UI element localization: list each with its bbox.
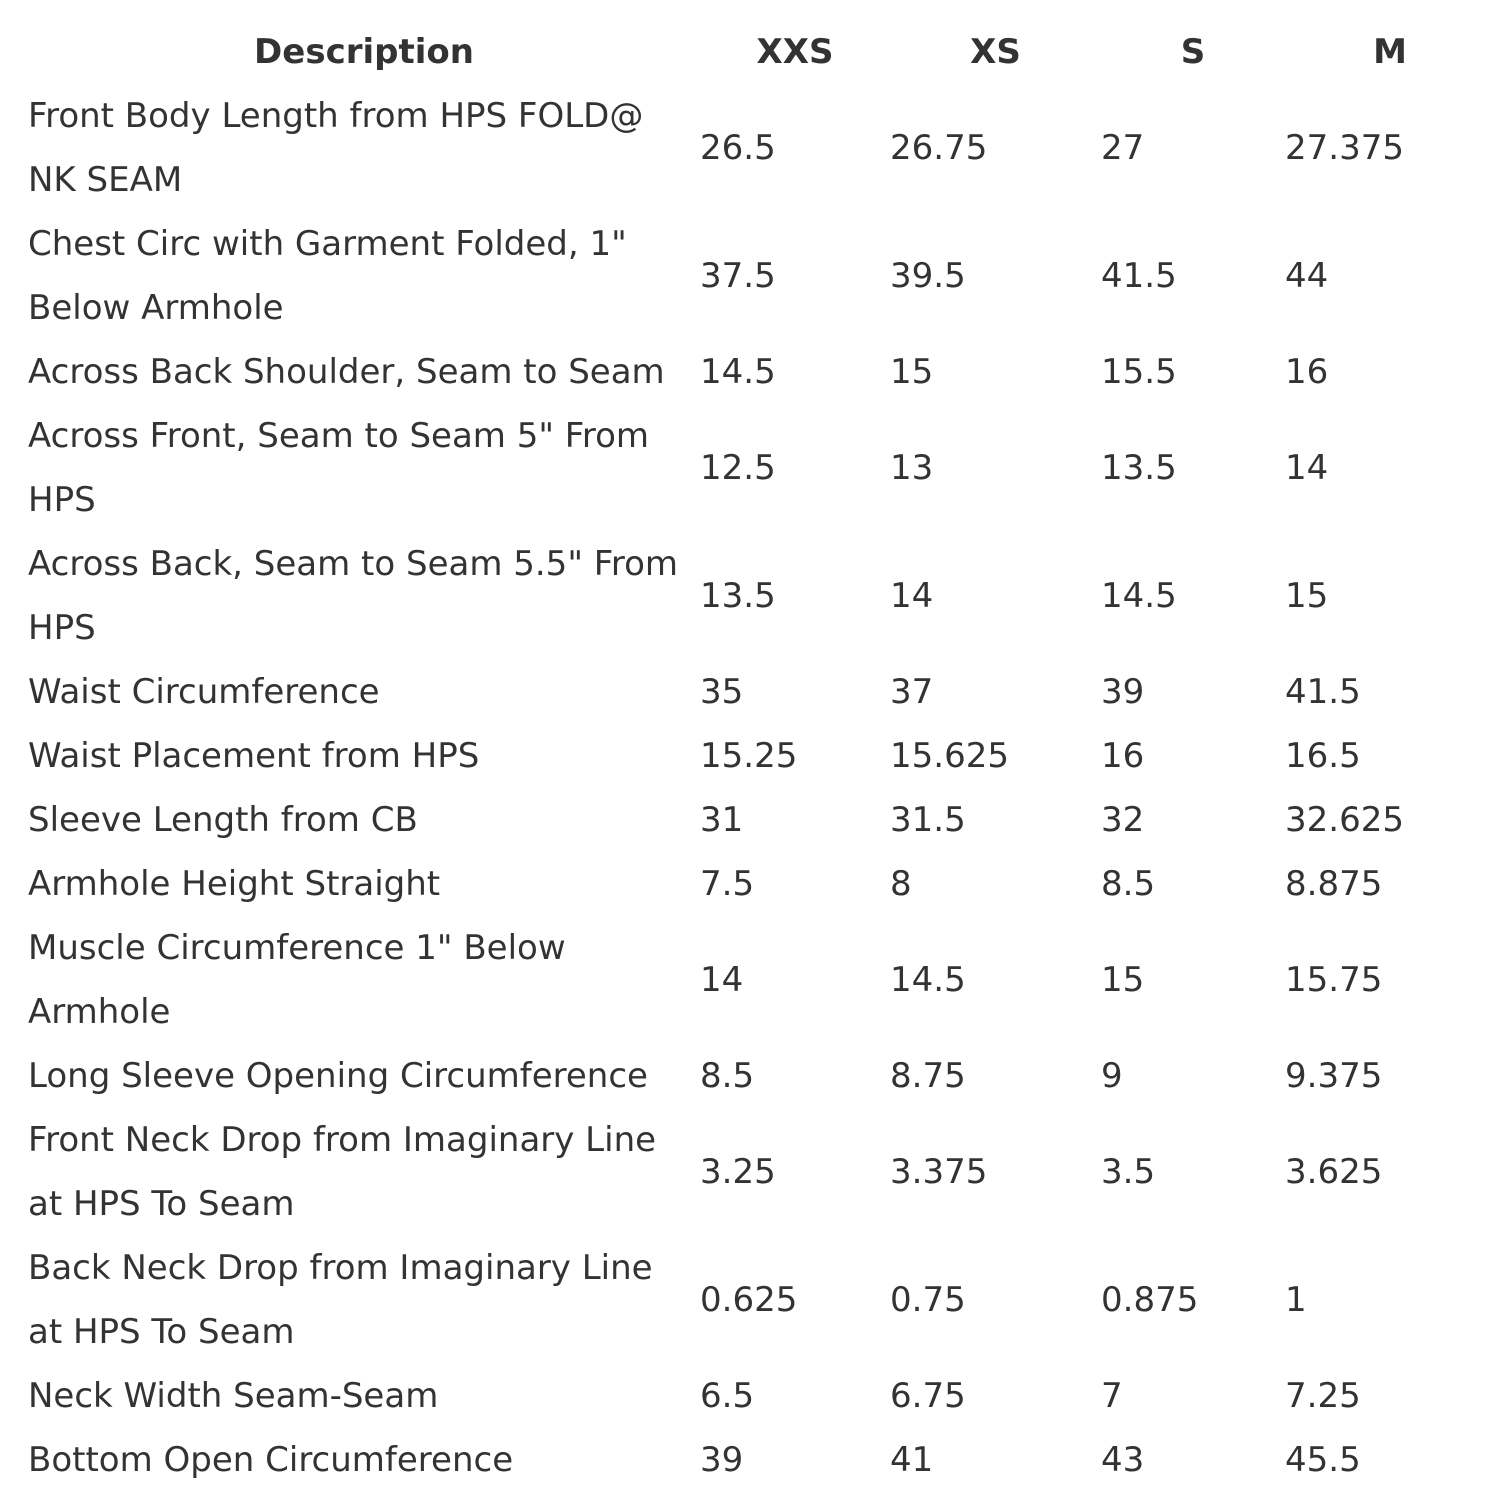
measurement-s: 13.5 [1101, 448, 1177, 488]
row-description: Armhole Height Straight [28, 864, 441, 904]
measurement-xxs: 14.5 [700, 352, 776, 392]
measurement-xxs: 7.5 [700, 864, 755, 904]
measurement-xxs: 6.5 [700, 1376, 755, 1416]
measurement-xs: 6.75 [890, 1376, 966, 1416]
measurement-xs: 15.625 [890, 736, 1009, 776]
table-row [28, 340, 1495, 404]
table-row [28, 84, 1495, 212]
measurement-xs: 8.75 [890, 1056, 966, 1096]
measurement-s: 15.5 [1101, 352, 1177, 392]
measurement-xs: 15 [890, 352, 934, 392]
measurement-m: 3.625 [1285, 1152, 1383, 1192]
measurement-xs: 39.5 [890, 256, 966, 296]
measurement-xxs: 35 [700, 672, 744, 712]
row-description: Sleeve Length from CB [28, 800, 418, 840]
measurement-xs: 13 [890, 448, 934, 488]
measurement-xs: 3.375 [890, 1152, 988, 1192]
measurement-s: 43 [1101, 1440, 1145, 1480]
column-header-description: Description [254, 32, 474, 72]
row-description: Front Body Length from HPS FOLD@ NK SEAM [28, 96, 644, 200]
table-row [28, 532, 1495, 660]
header-row [28, 20, 1495, 84]
measurement-m: 14 [1285, 448, 1329, 488]
measurement-s: 41.5 [1101, 256, 1177, 296]
measurement-s: 27 [1101, 128, 1145, 168]
measurement-xs: 8 [890, 864, 912, 904]
table-row [28, 1428, 1495, 1492]
measurement-s: 16 [1101, 736, 1145, 776]
measurement-s: 0.875 [1101, 1280, 1199, 1320]
measurement-xs: 37 [890, 672, 934, 712]
measurement-s: 8.5 [1101, 864, 1156, 904]
measurement-m: 15.75 [1285, 960, 1383, 1000]
measurement-xs: 14 [890, 576, 934, 616]
row-description: Across Front, Seam to Seam 5" From HPS [28, 416, 650, 520]
measurement-xs: 14.5 [890, 960, 966, 1000]
measurement-m: 41.5 [1285, 672, 1361, 712]
row-description: Front Neck Drop from Imaginary Line at HPS To Seam [28, 1120, 657, 1224]
measurement-m: 16 [1285, 352, 1329, 392]
row-description: Across Back Shoulder, Seam to Seam [28, 352, 665, 392]
measurement-xxs: 14 [700, 960, 744, 1000]
row-description: Neck Width Seam-Seam [28, 1376, 439, 1416]
measurement-xxs: 0.625 [700, 1280, 798, 1320]
row-description: Back Neck Drop from Imaginary Line at HPS To Seam [28, 1248, 653, 1352]
table-row [28, 724, 1495, 788]
table-row [28, 660, 1495, 724]
measurement-m: 44 [1285, 256, 1329, 296]
table-row [28, 1044, 1495, 1108]
measurement-xxs: 31 [700, 800, 744, 840]
table-row [28, 1236, 1495, 1364]
measurement-m: 45.5 [1285, 1440, 1361, 1480]
measurement-m: 15 [1285, 576, 1329, 616]
measurement-s: 7 [1101, 1376, 1123, 1416]
table-row [28, 1108, 1495, 1236]
measurement-xs: 26.75 [890, 128, 988, 168]
row-description: Chest Circ with Garment Folded, 1" Below Armhole [28, 224, 627, 328]
column-header-xxs: XXS [756, 32, 834, 72]
measurement-s: 15 [1101, 960, 1145, 1000]
table-row [28, 212, 1495, 340]
row-description: Waist Placement from HPS [28, 736, 480, 776]
size-chart-table [28, 20, 1495, 1492]
measurement-m: 7.25 [1285, 1376, 1361, 1416]
measurement-s: 39 [1101, 672, 1145, 712]
row-description: Muscle Circumference 1" Below Armhole [28, 928, 566, 1032]
measurement-xxs: 26.5 [700, 128, 776, 168]
measurement-xxs: 13.5 [700, 576, 776, 616]
measurement-s: 14.5 [1101, 576, 1177, 616]
measurement-xs: 31.5 [890, 800, 966, 840]
measurement-xxs: 39 [700, 1440, 744, 1480]
row-description: Long Sleeve Opening Circumference [28, 1056, 648, 1096]
table-row [28, 404, 1495, 532]
measurement-s: 9 [1101, 1056, 1123, 1096]
measurement-s: 32 [1101, 800, 1145, 840]
column-header-m: M [1373, 32, 1407, 72]
measurement-m: 1 [1285, 1280, 1307, 1320]
measurement-s: 3.5 [1101, 1152, 1156, 1192]
measurement-xxs: 37.5 [700, 256, 776, 296]
row-description: Bottom Open Circumference [28, 1440, 514, 1480]
column-header-s: S [1180, 32, 1206, 72]
measurement-xxs: 12.5 [700, 448, 776, 488]
column-header-xs: XS [970, 32, 1021, 72]
measurement-xxs: 3.25 [700, 1152, 776, 1192]
row-description: Across Back, Seam to Seam 5.5" From HPS [28, 544, 679, 648]
table-row [28, 788, 1495, 852]
measurement-xs: 0.75 [890, 1280, 966, 1320]
measurement-m: 8.875 [1285, 864, 1383, 904]
measurement-m: 32.625 [1285, 800, 1404, 840]
measurement-xxs: 15.25 [700, 736, 798, 776]
measurement-m: 16.5 [1285, 736, 1361, 776]
table-row [28, 852, 1495, 916]
measurement-xs: 41 [890, 1440, 934, 1480]
measurement-m: 9.375 [1285, 1056, 1383, 1096]
table-body [28, 84, 1495, 1492]
table-row [28, 1364, 1495, 1428]
measurement-m: 27.375 [1285, 128, 1404, 168]
table-row [28, 916, 1495, 1044]
measurement-xxs: 8.5 [700, 1056, 755, 1096]
row-description: Waist Circumference [28, 672, 380, 712]
table-header [28, 20, 1495, 84]
